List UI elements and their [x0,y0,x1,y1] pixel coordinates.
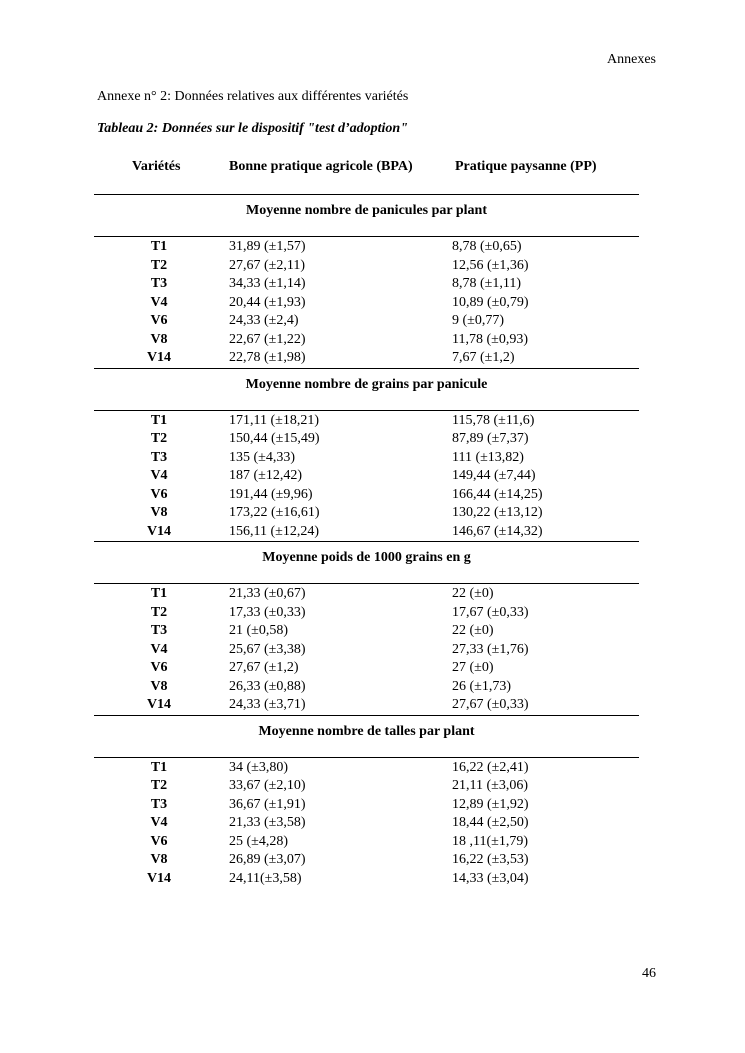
table-row [94,275,639,294]
bpa-cell: 24,33 (±3,71) [229,697,306,712]
variety-cell: T2 [150,257,168,273]
variety-cell: V6 [150,313,168,328]
bpa-cell: 191,44 (±9,96) [229,486,313,502]
table-row [94,622,639,641]
pp-cell: 21,11 (±3,06) [452,778,528,793]
variety-cell: V8 [150,852,168,867]
table-row [94,870,639,889]
bpa-cell: 26,33 (±0,88) [229,678,306,694]
table-row [94,641,639,660]
bpa-cell: 173,22 (±16,61) [229,505,320,520]
bpa-cell: 21,33 (±0,67) [229,586,306,601]
variety-cell: T1 [150,586,168,601]
bpa-cell: 36,67 (±1,91) [229,796,306,812]
pp-cell: 130,22 (±13,12) [452,505,543,520]
pp-cell: 27,67 (±0,33) [452,697,529,712]
bpa-cell: 34,33 (±1,14) [229,276,306,291]
data-table [94,150,639,888]
bpa-cell: 21 (±0,58) [229,623,289,638]
variety-cell: V6 [150,660,168,675]
table-row [94,238,639,257]
pp-cell: 11,78 (±0,93) [452,331,528,347]
bpa-cell: 135 (±4,33) [229,449,296,465]
variety-cell: T2 [150,778,168,793]
table-row [94,796,639,815]
pp-cell: 146,67 (±14,32) [452,523,543,539]
pp-cell: 16,22 (±2,41) [452,759,529,775]
pp-cell: 8,78 (±0,65) [452,239,522,254]
pp-cell: 18 ,11(±1,79) [452,833,528,849]
variety-cell: T2 [150,604,168,620]
pp-cell: 12,89 (±1,92) [452,796,529,812]
pp-cell: 8,78 (±1,11) [452,276,521,291]
table-row [94,312,639,331]
bpa-cell: 150,44 (±15,49) [229,431,320,446]
variety-cell: V14 [146,523,172,539]
bpa-cell: 22,67 (±1,22) [229,331,306,347]
pp-cell: 115,78 (±11,6) [452,412,535,428]
running-header: Annexes [607,52,656,67]
variety-cell: T2 [150,431,168,446]
table-row [94,833,639,852]
table-row [94,678,639,697]
section-rows [94,584,639,716]
table-row [94,412,639,431]
variety-cell: T3 [150,276,168,291]
variety-cell: V6 [150,833,168,849]
table-row [94,294,639,313]
column-header-row [94,150,639,195]
table-row [94,449,639,468]
bpa-cell: 24,11(±3,58) [229,870,302,886]
pp-cell: 27 (±0) [452,660,494,675]
bpa-cell: 31,89 (±1,57) [229,239,306,254]
table-row [94,759,639,778]
bpa-cell: 20,44 (±1,93) [229,294,306,310]
column-header-bpa: Bonne pratique agricole (BPA) [229,159,413,174]
table-row [94,696,639,715]
table-row [94,257,639,276]
variety-cell: V14 [146,697,172,712]
table-row [94,504,639,523]
variety-cell: V14 [146,870,172,886]
section-title: Moyenne nombre de grains par panicule [94,369,639,411]
table-row [94,585,639,604]
pp-cell: 12,56 (±1,36) [452,257,529,273]
table-sections [94,195,639,888]
variety-cell: V6 [150,486,168,502]
variety-cell: V8 [150,331,168,347]
pp-cell: 10,89 (±0,79) [452,294,529,310]
variety-cell: V4 [150,641,168,657]
table-row [94,659,639,678]
pp-cell: 17,67 (±0,33) [452,604,529,620]
table-row [94,523,639,542]
table-row [94,604,639,623]
bpa-cell: 17,33 (±0,33) [229,604,306,620]
table-row [94,430,639,449]
bpa-cell: 187 (±12,42) [229,468,303,483]
pp-cell: 22 (±0) [452,623,494,638]
section-title: Moyenne poids de 1000 grains en g [94,542,639,584]
pp-cell: 22 (±0) [452,586,494,601]
section-title: Moyenne nombre de panicules par plant [94,195,639,237]
bpa-cell: 156,11 (±12,24) [229,523,319,539]
variety-cell: T3 [150,449,168,465]
bpa-cell: 26,89 (±3,07) [229,852,306,867]
variety-cell: T3 [150,623,168,638]
bpa-cell: 27,67 (±2,11) [229,257,305,273]
annex-title: Annexe n° 2: Données relatives aux différentes variétés [97,89,409,104]
table-row [94,851,639,870]
pp-cell: 7,67 (±1,2) [452,350,515,365]
variety-cell: V14 [146,350,172,365]
pp-cell: 166,44 (±14,25) [452,486,543,502]
bpa-cell: 34 (±3,80) [229,759,289,775]
column-header-pp: Pratique paysanne (PP) [455,159,597,174]
pp-cell: 26 (±1,73) [452,678,512,694]
table-row [94,486,639,505]
variety-cell: V4 [150,815,168,830]
section-rows [94,237,639,369]
table-row [94,331,639,350]
section-rows [94,758,639,889]
section-title: Moyenne nombre de talles par plant [94,716,639,758]
bpa-cell: 22,78 (±1,98) [229,350,306,365]
pp-cell: 18,44 (±2,50) [452,815,529,830]
bpa-cell: 25,67 (±3,38) [229,641,306,657]
variety-cell: V4 [150,468,168,483]
table-caption: Tableau 2: Données sur le dispositif "test d’adoption" [97,121,408,136]
pp-cell: 149,44 (±7,44) [452,468,536,483]
section-rows [94,411,639,543]
page-number: 46 [642,966,656,981]
bpa-cell: 171,11 (±18,21) [229,412,319,428]
bpa-cell: 24,33 (±2,4) [229,313,299,328]
table-row [94,814,639,833]
variety-cell: T1 [150,412,168,428]
variety-cell: V8 [150,678,168,694]
variety-cell: T3 [150,796,168,812]
pp-cell: 16,22 (±3,53) [452,852,529,867]
column-header-varieties: Variétés [132,159,181,174]
variety-cell: T1 [150,239,168,254]
table-row [94,349,639,368]
variety-cell: V4 [150,294,168,310]
table-row [94,467,639,486]
pp-cell: 14,33 (±3,04) [452,870,529,886]
variety-cell: T1 [150,759,168,775]
variety-cell: V8 [150,505,168,520]
pp-cell: 87,89 (±7,37) [452,431,529,446]
table-row [94,777,639,796]
bpa-cell: 21,33 (±3,58) [229,815,306,830]
pp-cell: 27,33 (±1,76) [452,641,529,657]
bpa-cell: 25 (±4,28) [229,833,289,849]
pp-cell: 9 (±0,77) [452,313,505,328]
pp-cell: 111 (±13,82) [452,449,524,465]
bpa-cell: 33,67 (±2,10) [229,778,306,793]
bpa-cell: 27,67 (±1,2) [229,660,299,675]
